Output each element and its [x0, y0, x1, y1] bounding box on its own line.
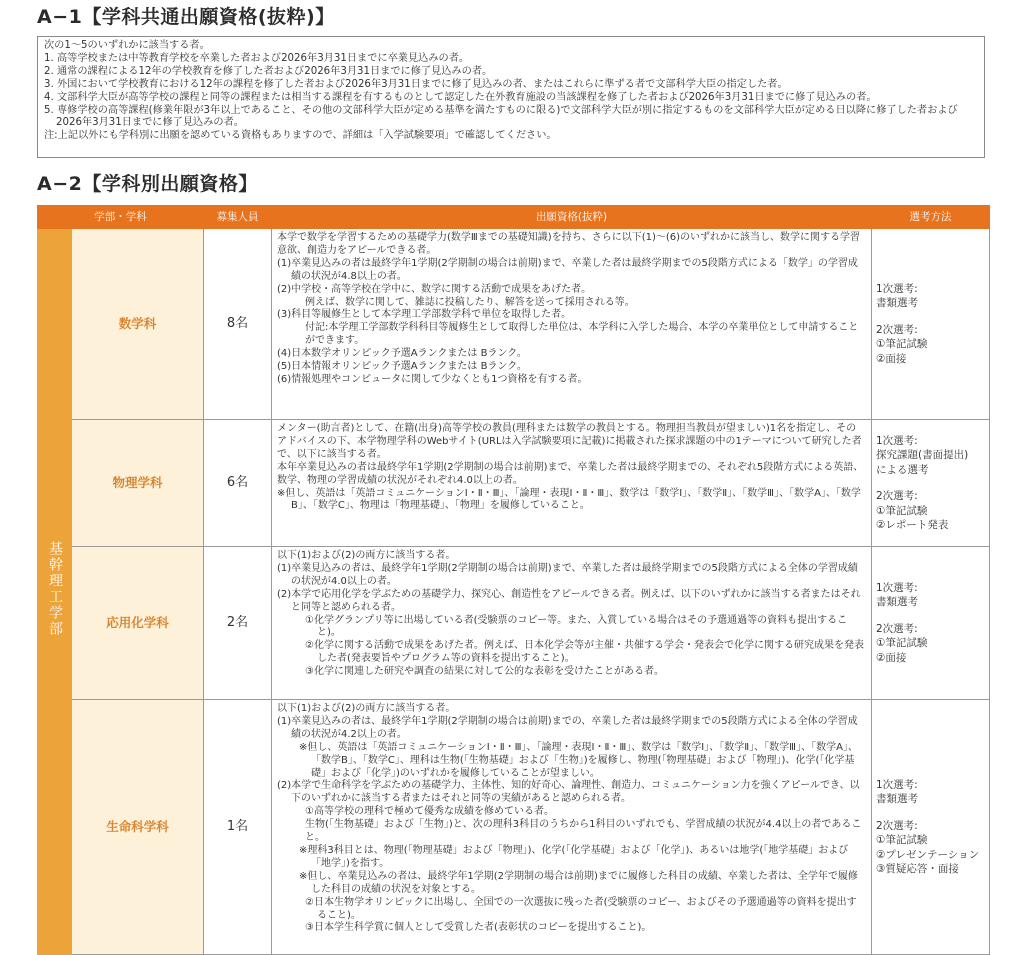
req-line: メンター(助言者)として、在籍(出身)高等学校の教員(理科または数学の教員とする。物理担当教員が望ましい)1名を指定し、そのアドバイスの下、本学物理学科のWebサイト(URLは入学試験要項に記載)に掲載された探求課題の中の1テーマについて研究した者で、以下に該当する者。	[277, 423, 862, 460]
req-line: (5)日本情報オリンピック予選Aランクまたは Bランク。	[277, 361, 527, 373]
req-line: (2)中学校・高等学校在学中に、数学に関する活動で成果をあげた者。	[277, 283, 592, 295]
method-line: 書類選考	[876, 297, 918, 310]
req-line: (3)科目等履修生として本学理工学部数学科で単位を取得した者。	[277, 309, 572, 321]
faculty-label: 基幹理工学部	[46, 541, 63, 638]
section-a1-title: A−1【学科共通出願資格(抜粋)】	[37, 6, 335, 28]
dept-applied-chemistry: 応用化学科	[72, 547, 204, 700]
req-line: ※理科3科目とは、物理(「物理基礎」および「物理」)、化学(「化学基礎」および「化学」)、あるいは地学(「地学基礎」および「地学」)を指す。	[299, 844, 849, 869]
header-method: 選考方法	[872, 206, 990, 229]
requirements-applied-chemistry	[272, 547, 872, 700]
req-line: (1)卒業見込みの者は、最終学年1学期(2学期制の場合は前期)までの、卒業した者は最終学期までの5段階方式による全体の学習成績の状況が4.2以上の者。	[277, 715, 858, 740]
req-line: (2)本学で生命科学を学ぶための基礎学力、主体性、知的好奇心、論理性、創造力、コミュニケーション力を強くアピールでき、以下のいずれかに該当する者またはそれと同等の実績があると認められる者。	[277, 780, 860, 805]
req-line: (1)卒業見込みの者は、最終学年1学期(2学期制の場合は前期)まで、卒業した者は最終学期までの5段階方式による全体の学習成績の状況が4.0以上の者。	[277, 562, 858, 587]
req-line: ①高等学校の理科で極めて優秀な成績を修めている者。	[305, 806, 554, 818]
method-gap	[876, 311, 984, 323]
req-line: 以下(1)および(2)の両方に該当する者。	[277, 550, 456, 561]
method-line: 1次選考:	[876, 434, 918, 447]
method-math	[872, 229, 990, 420]
method-line: 2次選考:	[876, 323, 918, 336]
requirements-physics	[272, 420, 872, 547]
req-line: 例えば、数学に関して、雑誌に投稿したり、解答を送って採用される等。	[305, 296, 635, 308]
req-line: ③日本学生科学賞に個人として受賞した者(表彰状のコピーを提出すること)。	[305, 922, 652, 934]
department-qualification-table	[37, 205, 990, 955]
common-qualifications-box	[37, 36, 985, 158]
req-line: (4)日本数学オリンピック予選Aランクまたは Bランク。	[277, 348, 527, 360]
common-item-3: 3. 外国において学校教育における12年の課程を修了した者および2026年3月31日までに修了見込みの者、またはこれらに準ずる者で文部科学大臣の指定した者。	[44, 78, 788, 90]
req-line: ②日本生物学オリンピックに出場し、全国での一次選抜に残った者(受験票のコピー、およびその予選通過等の資料を提出すること)。	[305, 896, 857, 921]
req-line: (1)卒業見込みの者は最終学年1学期(2学期制の場合は前期)まで、卒業した者は最終学期までの5段階方式による「数学」の学習成績の状況が4.8以上の者。	[277, 257, 858, 282]
req-line: (6)情報処理やコンピュータに関して少なくとも1つ資格を有する者。	[277, 373, 588, 385]
method-line: ①筆記試験	[876, 834, 928, 846]
req-line: ※但し、英語は「英語コミュニケーションⅠ・Ⅱ・Ⅲ」、「論理・表現Ⅰ・Ⅱ・Ⅲ」、数学は「数学Ⅰ」、「数学Ⅱ」、「数学Ⅲ」、「数学A」、「数学B」、「数学C」、理科は生物(「生物基礎」および「生物」)を履修し、物理(「物理基礎」および「物理」)、化学(「化学基礎」および「化学」)のいずれかを履修していることが望ましい。	[299, 741, 858, 779]
count-applied-chemistry: 2名	[204, 547, 272, 700]
method-line: 1次選考:	[876, 581, 918, 594]
method-line: 1次選考:	[876, 778, 918, 791]
method-line: による選考	[876, 463, 929, 476]
method-line: ①筆記試験	[876, 338, 928, 351]
req-line: ※但し、卒業見込みの者は、最終学年1学期(2学期制の場合は前期)までに履修した科目の成績、卒業した者は、全学年で履修した科目の成績の状況を対象とする。	[299, 870, 858, 895]
req-line: ②化学に関する活動で成果をあげた者。例えば、日本化学会等が主催・共催する学会・発表会で化学に関する研究成果を発表した者(発表要旨やプログラム等の資料を提出すること)。	[305, 640, 864, 665]
method-line: ③質疑応答・面接	[876, 863, 959, 875]
faculty-cell	[38, 229, 72, 955]
req-line: 以下(1)および(2)の両方に該当する者。	[277, 703, 456, 714]
method-line: 書類選考	[876, 793, 918, 805]
method-line: ①筆記試験	[876, 637, 928, 650]
table-row	[38, 420, 990, 547]
common-note: 注:上記以外にも学科別に出願を認めている資格もありますので、詳細は「入学試験要項」で確認してください。	[44, 130, 557, 142]
header-dept: 学部・学科	[38, 206, 204, 229]
method-line: ②レポート発表	[876, 519, 949, 531]
method-line: 書類選考	[876, 596, 918, 609]
req-line: ③化学に関連した研究や調査の結果に対して公的な表彰を受けたことがある者。	[305, 666, 664, 678]
count-life-science: 1名	[204, 700, 272, 955]
req-line: ※但し、英語は「英語コミュニケーションⅠ・Ⅱ・Ⅲ」、「論理・表現Ⅰ・Ⅱ・Ⅲ」、数学は「数学Ⅰ」、「数学Ⅱ」、「数学Ⅲ」、「数学A」、「数学B」、「数学C」、物理は「物理基礎」、「物理」を履修していること。	[277, 487, 861, 512]
req-line: 付記:本学理工学部数学科科目等履修生として取得した単位は、本学科に入学した場合、本学の卒業単位として申請することができます。	[305, 322, 859, 347]
table-row	[38, 547, 990, 700]
method-line: ②プレゼンテーション	[876, 848, 980, 861]
method-line: 1次選考:	[876, 282, 918, 295]
section-a2-title: A−2【学科別出願資格】	[37, 173, 258, 195]
req-line: 生物(「生物基礎」および「生物」)と、次の理科3科目のうちから1科目のいずれでも、学習成績の状況が4.4以上の者であること。	[305, 819, 862, 844]
method-line: 2次選考:	[876, 490, 918, 502]
common-intro: 次の1〜5のいずれかに該当する者。	[44, 40, 210, 51]
dept-physics: 物理学科	[72, 420, 204, 547]
method-gap	[876, 610, 984, 622]
common-item-2: 2. 通常の課程による12年の学校教育を修了した者および2026年3月31日までに修了見込みの者。	[44, 65, 493, 77]
table-header-row	[38, 206, 990, 229]
common-item-1: 1. 高等学校または中等教育学校を卒業した者および2026年3月31日までに卒業見込みの者。	[44, 52, 470, 64]
table-row	[38, 700, 990, 955]
method-line: 探究課題(書面提出)	[876, 449, 969, 461]
common-item-4: 4. 文部科学大臣が高等学校の課程と同等の課程または相当する課程を有するものとして認定した在外教育施設の当該課程を修了した者および2026年3月31日までに修了見込みの者。	[44, 91, 877, 103]
req-line: 本年卒業見込みの者は最終学年1学期(2学期制の場合は前期)まで、卒業した者は最終学期までの、それぞれ5段階方式による英語、数学、物理の学習成績の状況がそれぞれ4.0以上の者。	[277, 461, 864, 486]
header-count: 募集人員	[204, 206, 272, 229]
method-physics	[872, 420, 990, 547]
table-row	[38, 229, 990, 420]
method-life-science	[872, 700, 990, 955]
method-applied-chemistry	[872, 547, 990, 700]
method-line: 2次選考:	[876, 622, 918, 635]
count-math: 8名	[204, 229, 272, 420]
header-requirements: 出願資格(抜粋)	[272, 206, 872, 229]
dept-math: 数学科	[72, 229, 204, 420]
method-line: ②面接	[876, 651, 907, 664]
method-line: ①筆記試験	[876, 504, 928, 517]
dept-life-science: 生命科学科	[72, 700, 204, 955]
requirements-life-science	[272, 700, 872, 955]
method-gap	[876, 477, 984, 489]
method-gap	[876, 807, 984, 819]
req-line: ①化学グランプリ等に出場している者(受験票のコピー等。また、入賞している場合はその予選通過等の資料も提出すること)。	[305, 614, 848, 639]
req-line: 本学で数学を学習するための基礎学力(数学Ⅲまでの基礎知識)を持ち、さらに以下(1)〜(6)のいずれかに該当し、数学に関する学習意欲、創造力をアピールできる者。	[277, 232, 861, 256]
req-line: (2)本学で応用化学を学ぶための基礎学力、探究心、創造性をアピールできる者。例えば、以下のいずれかに該当する者またはそれと同等と認められる者。	[277, 588, 861, 613]
count-physics: 6名	[204, 420, 272, 547]
method-line: 2次選考:	[876, 819, 918, 832]
requirements-math	[272, 229, 872, 420]
common-item-5: 5. 専修学校の高等課程(修業年限が3年以上であること、その他の文部科学大臣が定める基準を満たすものに限る)で文部科学大臣が別に指定するものを文部科学大臣が定める日以降に修了した者および2026年3月31日までに修了見込みの者。	[44, 104, 958, 129]
method-line: ②面接	[876, 352, 907, 365]
